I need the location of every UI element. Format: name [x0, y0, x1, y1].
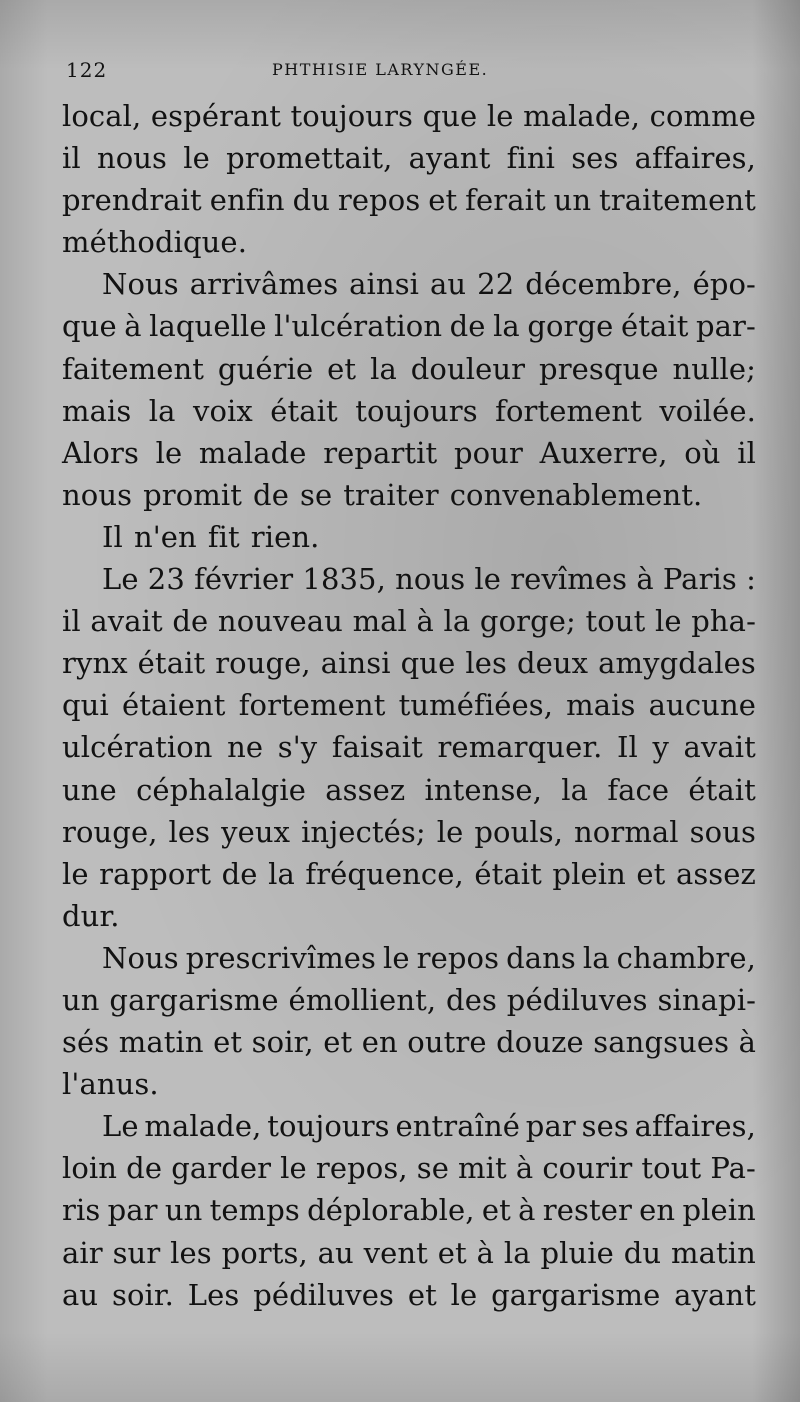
text-line: Le malade, toujours entraîné par ses affaires,: [102, 1109, 756, 1144]
text-line: sés matin et soir, et en outre douze sangsues à: [62, 1025, 756, 1060]
text-line: Il n'en fit rien.: [102, 519, 320, 554]
text-line: rouge, les yeux injectés; le pouls, normal sous: [62, 814, 756, 849]
text-line: prendrait enfin du repos et ferait un traitement: [62, 183, 756, 218]
body-text: [62, 95, 756, 1316]
text-line: un gargarisme émollient, des pédiluves sinapi-: [62, 982, 756, 1017]
running-title: PHTHISIE LARYNGÉE.: [272, 60, 489, 79]
text-line: rynx était rouge, ainsi que les deux amygdales: [62, 646, 756, 681]
text-line: Nous arrivâmes ainsi au 22 décembre, épo-: [102, 267, 756, 302]
text-line: il nous le promettait, ayant fini ses affaires,: [62, 141, 756, 176]
text-line: que à laquelle l'ulcération de la gorge était par-: [62, 309, 756, 344]
text-line: le rapport de la fréquence, était plein et assez: [62, 856, 756, 891]
text-line: il avait de nouveau mal à la gorge; tout le pha-: [62, 604, 756, 639]
text-line: loin de garder le repos, se mit à courir tout Pa-: [62, 1151, 756, 1186]
text-line: au soir. Les pédiluves et le gargarisme ayant: [62, 1277, 756, 1312]
text-line: mais la voix était toujours fortement voilée.: [62, 393, 756, 428]
text-line: ris par un temps déplorable, et à rester en plein: [62, 1193, 756, 1228]
text-line: local, espérant toujours que le malade, comme: [62, 99, 756, 133]
text-line: faitement guérie et la douleur presque nulle;: [62, 351, 756, 386]
text-line: une céphalalgie assez intense, la face était: [62, 772, 756, 807]
text-line: ulcération ne s'y faisait remarquer. Il y avait: [62, 730, 756, 765]
text-line: air sur les ports, au vent et à la pluie du matin: [62, 1235, 756, 1270]
text-line: qui étaient fortement tuméfiées, mais aucune: [62, 688, 756, 723]
text-line: Alors le malade repartit pour Auxerre, où il: [62, 435, 756, 470]
text-line: l'anus.: [62, 1067, 159, 1102]
text-line: dur.: [62, 898, 120, 933]
page-number: 122: [66, 58, 108, 82]
text-line: méthodique.: [62, 225, 248, 260]
text-line: nous promit de se traiter convenablement.: [62, 477, 703, 512]
running-head: [66, 58, 730, 88]
text-line: Nous prescrivîmes le repos dans la chambre,: [102, 940, 756, 975]
text-line: Le 23 février 1835, nous le revîmes à Paris :: [102, 562, 756, 597]
